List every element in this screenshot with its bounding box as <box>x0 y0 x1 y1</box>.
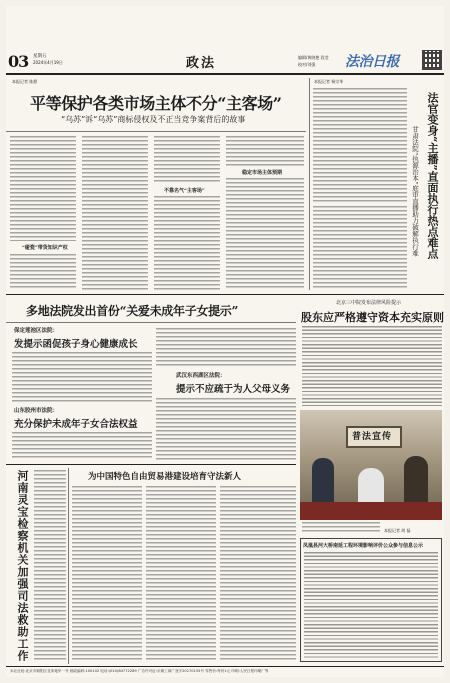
lead-kicker: 本报记者 陈甜 <box>12 79 38 84</box>
paper-name-logo: 法治日报 <box>345 54 399 70</box>
minors-sub3-kicker: 武汉东西湖区法院： <box>176 373 226 379</box>
right-kicker: 本报记者 杨宗华 <box>314 79 344 84</box>
minors-sub2-body <box>12 432 152 460</box>
mid-rule <box>6 294 444 295</box>
right-body-a <box>313 88 407 202</box>
vertical-left-rule <box>68 468 69 664</box>
masthead-rule <box>6 73 444 75</box>
trade-body-col3 <box>220 486 296 660</box>
lead-subtitle-c: 稳定市场主体预期 <box>242 170 283 176</box>
lead-rule <box>6 131 306 132</box>
minors-sub1-kicker: 保定莲池区法院： <box>14 328 59 334</box>
footer-text: 本社社址:北京市朝阳区花家地甲一号 邮政编码:100102 电话:(010)84772289 广告许可证:京朝工商广登字20170155号 零售价:每份1元 印刷:人民日报印刷厂等 <box>10 669 269 673</box>
lead-body-col1b <box>10 254 76 290</box>
minors-headline: 多地法院发出首份“关爱未成年子女提示” <box>26 304 239 318</box>
photo-caption-text <box>302 522 380 534</box>
securities-kicker: 北京三中院发布法律风险提示 <box>336 300 402 306</box>
minors-sub1: 发提示函促孩子身心健康成长 <box>14 339 138 350</box>
lead-body-col3b <box>154 196 220 290</box>
editors-credit: 编辑/黄晓艳 段莹 <box>298 55 329 60</box>
trade-body-col2 <box>146 486 216 660</box>
securities-headline: 股东应严格遵守资本充实原则 <box>301 311 444 324</box>
minors-sub1-body <box>12 352 152 402</box>
right-body-b <box>313 206 407 290</box>
trade-headline: 为中国特色自由贸易港建设培育守法新人 <box>88 472 242 482</box>
photo-caption: 本报记者 胡 磊 <box>384 528 411 533</box>
notice-headline: 凤凰县河大桥南延工程环境影响评价公众参与信息公示 <box>303 543 424 549</box>
minors-sub3: 提示不应疏于为人父母义务 <box>176 384 291 395</box>
securities-body <box>302 326 442 406</box>
minors-mid-body <box>156 328 296 368</box>
page-number: 03 <box>8 52 29 71</box>
lead-body-col2 <box>82 136 148 290</box>
lead-body-col4b <box>226 178 304 290</box>
proofreader-credit: 校对/刘强 <box>298 62 316 67</box>
photo-table <box>300 502 442 520</box>
lead-body-col1 <box>10 136 76 241</box>
photo-banner-text: 普法宣传 <box>352 432 393 442</box>
minors-rule <box>6 322 296 323</box>
news-photo <box>300 410 442 520</box>
newspaper-page <box>6 6 444 677</box>
minors-sub2: 充分保护未成年子女合法权益 <box>14 419 138 430</box>
vertical-left-body <box>34 470 66 660</box>
lower-rule <box>6 464 296 465</box>
right-vertical-headline: 法官变身“主播”直面执行热点难点 <box>426 92 439 259</box>
vertical-left-headline: 河南灵宝检察机关加强司法救助工作 <box>16 470 29 662</box>
lead-subtitle-b: 不靠名气“主客场” <box>164 188 205 194</box>
lead-headline: 平等保护各类市场主体不分“主客场” <box>30 94 282 113</box>
qr-code-icon <box>422 50 442 70</box>
lead-subtitle-a: “碰瓷”带货知识产权 <box>22 245 68 251</box>
lead-body-col3 <box>154 136 220 184</box>
lead-body-col4 <box>226 136 304 166</box>
right-column-rule <box>309 78 310 290</box>
notice-body <box>304 552 438 658</box>
section-title: 政法 <box>186 56 217 71</box>
minors-sub2-kicker: 山东胶州市法院： <box>14 408 59 414</box>
issue-date: 2024年4月19日 <box>33 60 63 65</box>
lead-subhead: “乌苏”诉“乌苏”商标侵权及不正当竞争案背后的故事 <box>61 115 246 124</box>
right-vertical-subhead: 甘肃法院“执源治本”庭审直播助力破解执行难 <box>411 126 419 257</box>
trade-body-col1 <box>72 486 142 660</box>
minors-sub3-body <box>156 398 296 460</box>
issue-day: 星期五 <box>33 54 47 59</box>
footer-rule <box>6 666 444 667</box>
